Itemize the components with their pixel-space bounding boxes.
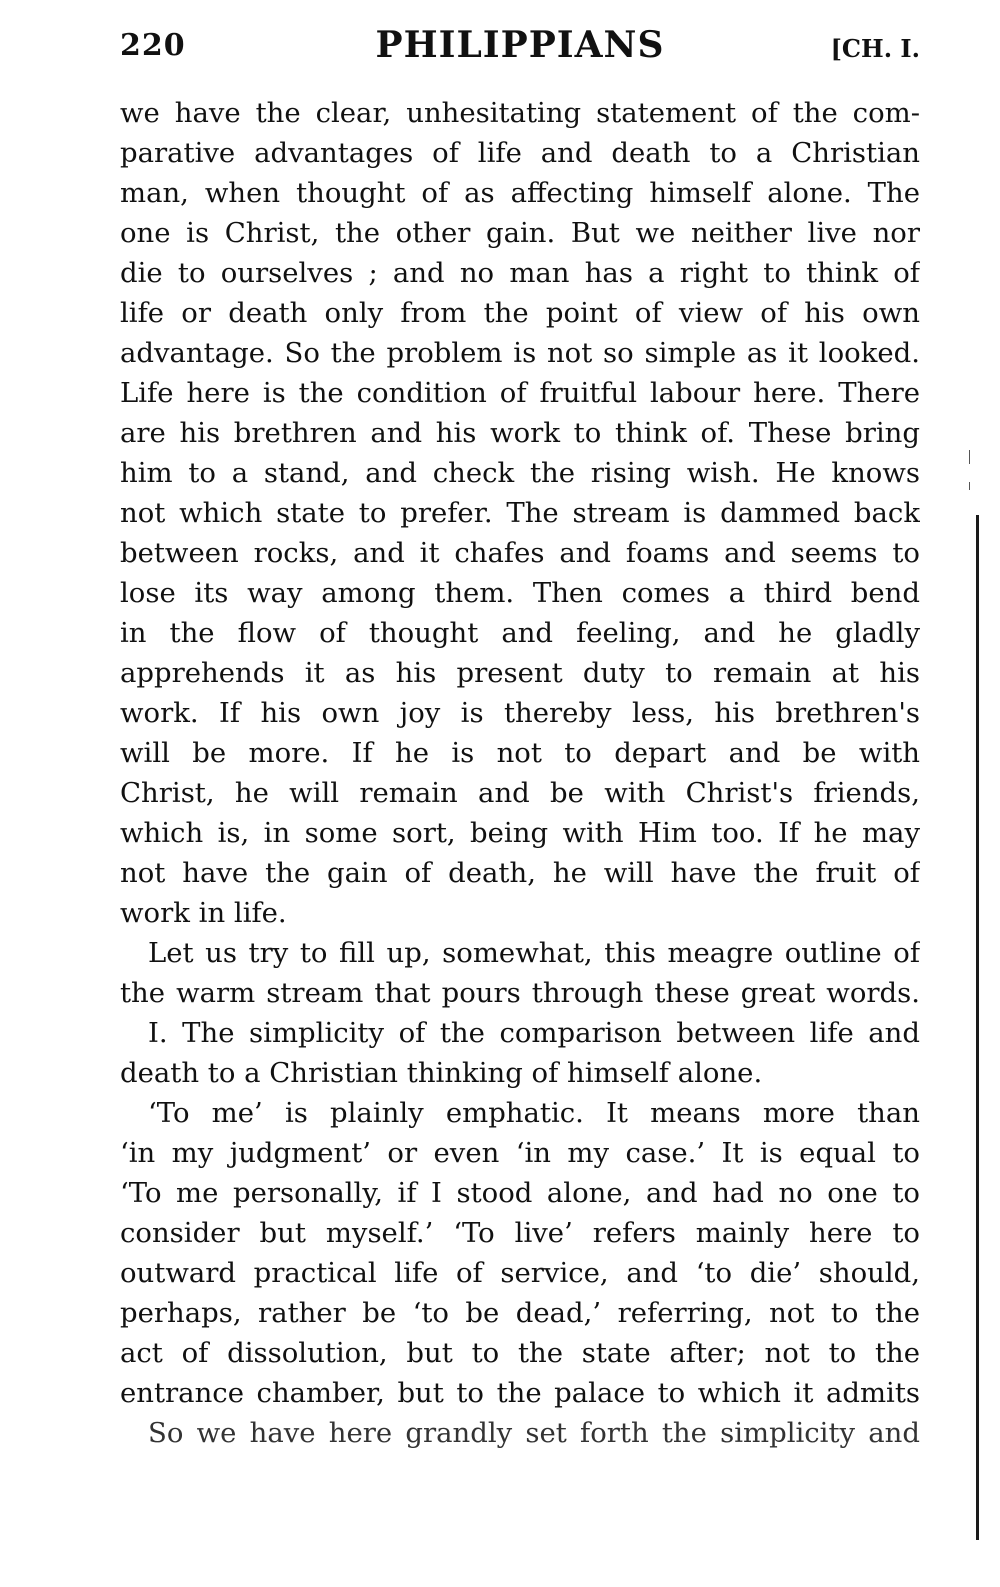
text-line: man, when thought of as affecting himself alone. The [120, 177, 920, 209]
running-title: PHILIPPIANS [375, 24, 665, 66]
text-line: outward practical life of service, and ‘to die’ should, [120, 1257, 920, 1289]
text-line: work. If his own joy is thereby less, his brethren's [120, 697, 920, 729]
text-line: parative advantages of life and death to a Christian [120, 137, 920, 169]
text-line: lose its way among them. Then comes a third bend [120, 577, 920, 609]
chapter-reference: [CH. I. [830, 34, 920, 63]
text-line: him to a stand, and check the rising wish. He knows [120, 457, 920, 489]
text-line: entrance chamber, but to the palace to which it admits [120, 1377, 920, 1409]
text-line: Let us try to fill up, somewhat, this meagre outline of [148, 937, 920, 969]
text-line: not have the gain of death, he will have the fruit of [120, 857, 920, 889]
text-line: work in life. [120, 897, 287, 929]
text-line: which is, in some sort, being with Him too. If he may [120, 817, 920, 849]
text-line: not which state to prefer. The stream is dammed back [120, 497, 920, 529]
page-edge-rule [976, 515, 979, 1540]
text-line: ‘To me personally, if I stood alone, and had no one to [120, 1177, 920, 1209]
text-line: ‘To me’ is plainly emphatic. It means more than [148, 1097, 920, 1129]
text-line: So we have here grandly set forth the simplicity and [148, 1417, 920, 1449]
section-heading-line: death to a Christian thinking of himself alone. [120, 1057, 763, 1089]
text-line: ‘in my judgment’ or even ‘in my case.’ It is equal to [120, 1137, 920, 1169]
text-line: life or death only from the point of view of his own [120, 297, 920, 329]
text-line: will be more. If he is not to depart and be with [120, 737, 920, 769]
text-line: apprehends it as his present duty to remain at his [120, 657, 920, 689]
text-line: are his brethren and his work to think of. These bring [120, 417, 920, 449]
text-line: advantage. So the problem is not so simple as it looked. [120, 337, 920, 369]
text-line: Life here is the condition of fruitful labour here. There [120, 377, 920, 409]
page-number: 220 [120, 28, 186, 63]
text-line: act of dissolution, but to the state after; not to the [120, 1337, 920, 1369]
text-line: Christ, he will remain and be with Christ's friends, [120, 777, 920, 809]
section-heading-line: I. The simplicity of the comparison between life and [148, 1017, 920, 1049]
margin-mark [969, 450, 970, 464]
text-line: one is Christ, the other gain. But we neither live nor [120, 217, 920, 249]
text-line: perhaps, rather be ‘to be dead,’ referring, not to the [120, 1297, 920, 1329]
text-line: consider but myself.’ ‘To live’ refers mainly here to [120, 1217, 920, 1249]
text-line: the warm stream that pours through these great words. [120, 977, 920, 1009]
body-text [120, 93, 920, 1453]
text-line: die to ourselves ; and no man has a right to think of [120, 257, 920, 289]
text-line: between rocks, and it chafes and foams and seems to [120, 537, 920, 569]
text-line: we have the clear, unhesitating statement of the com- [120, 97, 920, 129]
page-header [120, 24, 920, 72]
text-line: in the flow of thought and feeling, and he gladly [120, 617, 920, 649]
margin-mark [969, 482, 970, 490]
